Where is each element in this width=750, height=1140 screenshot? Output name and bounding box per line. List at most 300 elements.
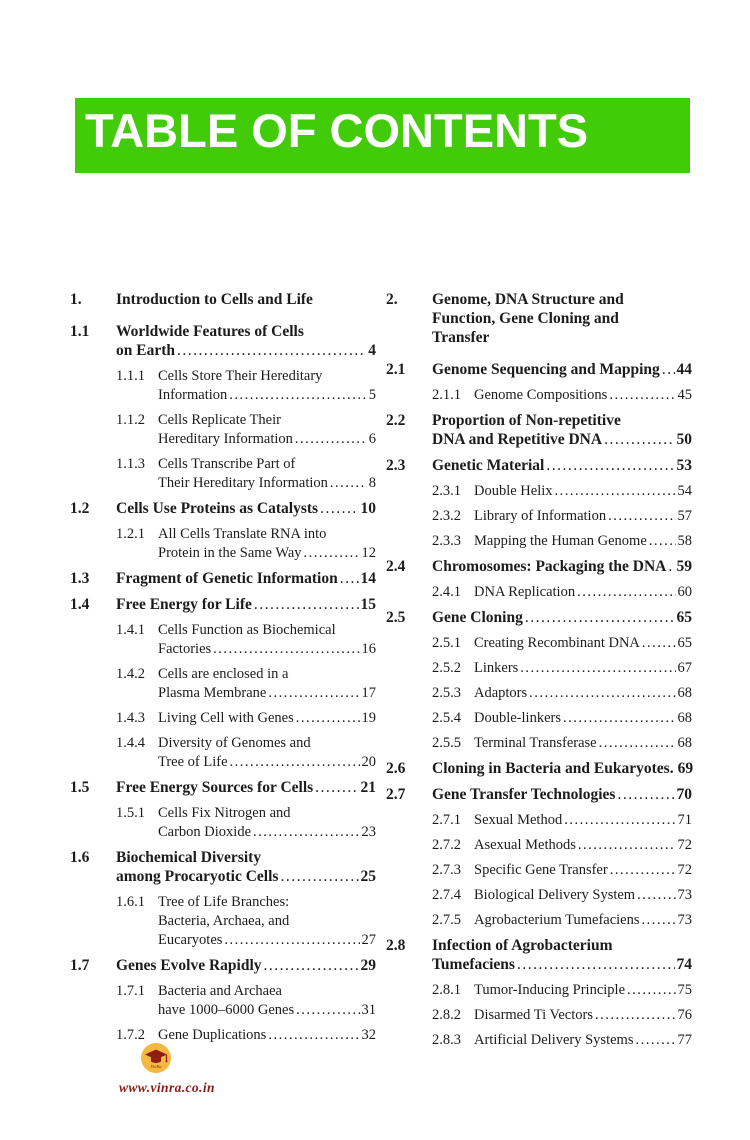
toc-entry-text: Introduction to Cells and Life [116, 291, 313, 308]
dot-leader [627, 981, 675, 1000]
toc-entry-page: 58 [677, 533, 692, 549]
toc-entry-title [474, 507, 692, 526]
toc-entry [386, 811, 692, 830]
toc-entry-text: Tumefaciens [432, 956, 515, 973]
toc-entry-text: Cells Fix Nitrogen and [158, 805, 291, 821]
toc-entry [70, 709, 376, 728]
toc-entry-text: Carbon Dioxide [158, 824, 252, 840]
toc-entry-title [432, 557, 692, 576]
toc-entry-title [158, 893, 376, 950]
toc-entry [70, 455, 376, 493]
toc-entry [386, 608, 692, 627]
toc-entry-page: 17 [361, 685, 376, 701]
toc-entry [386, 1031, 692, 1050]
dot-leader [635, 1031, 675, 1050]
toc-entry-page: 14 [360, 570, 376, 587]
toc-entry-number: 2.5.2 [432, 660, 461, 676]
toc-entry [70, 848, 376, 886]
toc-entry-text: Tree of Life [158, 754, 228, 770]
toc-entry-text: Transfer [432, 329, 490, 346]
toc-entry [70, 1026, 376, 1045]
toc-entry-title [474, 886, 692, 905]
toc-entry-page: 73 [677, 887, 692, 903]
toc-entry-text: Gene Cloning [432, 609, 523, 626]
toc-entry [70, 893, 376, 950]
dot-leader [529, 684, 675, 703]
toc-entry-title [432, 411, 692, 449]
toc-entry-text: Infection of Agrobacterium [432, 937, 613, 954]
toc-entry-page: 65 [677, 635, 692, 651]
dot-leader [315, 778, 358, 797]
toc-entry-title [474, 981, 692, 1000]
publisher-logo [140, 1042, 172, 1074]
toc-entry-page: 16 [361, 641, 376, 657]
toc-entry-text: Free Energy Sources for Cells [116, 779, 314, 796]
toc-entry-text: Mapping the Human Genome [474, 533, 647, 549]
toc-entry-page: 72 [677, 862, 692, 878]
toc-entry-title [474, 634, 692, 653]
toc-entry [70, 595, 376, 614]
toc-entry-page: 50 [676, 431, 692, 448]
toc-entry-text: Living Cell with Genes [158, 710, 294, 726]
toc-column-right [386, 290, 692, 1056]
toc-entry-text: have 1000–6000 Genes [158, 1002, 295, 1018]
toc-entry [70, 778, 376, 797]
toc-entry-page: 19 [361, 710, 376, 726]
toc-entry-title [158, 665, 376, 703]
toc-entry-number: 1.4.4 [116, 735, 145, 751]
toc-entry-page: 53 [676, 457, 692, 474]
dot-leader [642, 634, 676, 653]
toc-columns [70, 290, 692, 1056]
dot-leader [595, 1006, 676, 1025]
toc-entry [386, 557, 692, 576]
toc-entry-title [474, 659, 692, 678]
toc-entry-number: 2.2 [386, 412, 406, 429]
toc-entry-text: Their Hereditary Information [158, 475, 328, 491]
toc-entry [70, 290, 376, 309]
toc-entry-text: Tree of Life Branches: [158, 894, 290, 910]
toc-entry-text: Biochemical Diversity [116, 849, 262, 866]
toc-entry-number: 1.7 [70, 957, 90, 974]
toc-entry-page: 57 [677, 508, 692, 524]
toc-entry-number: 2.7.4 [432, 887, 461, 903]
toc-entry-page: 27 [361, 932, 376, 948]
toc-entry [386, 785, 692, 804]
toc-entry-number: 1.1.1 [116, 368, 145, 384]
toc-entry-number: 1.2 [70, 500, 90, 517]
toc-entry-text: Artificial Delivery Systems [474, 1032, 634, 1048]
dot-leader [525, 608, 675, 627]
page-title: TABLE OF CONTENTS [85, 104, 589, 157]
toc-entry-number: 2.5.5 [432, 735, 461, 751]
toc-entry-title [474, 482, 692, 501]
toc-entry [386, 684, 692, 703]
toc-entry-text: Plasma Membrane [158, 685, 267, 701]
toc-entry-text: Gene Transfer Technologies [432, 786, 616, 803]
toc-entry-text: Cells Transcribe Part of [158, 456, 296, 472]
toc-entry-title [158, 367, 376, 405]
dot-leader [213, 640, 359, 659]
toc-entry-title [474, 1006, 692, 1025]
toc-entry-page: 68 [677, 710, 692, 726]
dot-leader [604, 430, 674, 449]
toc-entry-number: 1.4.2 [116, 666, 145, 682]
dot-leader [295, 430, 367, 449]
toc-entry [386, 456, 692, 475]
toc-entry-text: Disarmed Ti Vectors [474, 1007, 593, 1023]
toc-entry-title [158, 982, 376, 1020]
toc-entry-title [158, 734, 376, 772]
toc-entry-number: 1.4.3 [116, 710, 145, 726]
toc-entry-page: 67 [677, 660, 692, 676]
toc-entry [386, 734, 692, 753]
toc-entry [386, 507, 692, 526]
toc-entry [386, 936, 692, 974]
toc-entry-title [474, 911, 692, 930]
dot-leader [268, 1026, 359, 1045]
toc-entry-page: 32 [361, 1027, 376, 1043]
toc-entry [70, 734, 376, 772]
toc-entry-text: Linkers [474, 660, 519, 676]
toc-entry-title [474, 836, 692, 855]
toc-entry-title [158, 709, 376, 728]
toc-entry-number: 1.4 [70, 596, 90, 613]
toc-entry-text: Tumor-Inducing Principle [474, 982, 626, 998]
dot-leader [608, 507, 675, 526]
publisher-url: www.vinra.co.in [119, 1080, 215, 1095]
toc-entry [70, 569, 376, 588]
toc-entry-title [116, 778, 376, 797]
dot-leader [229, 386, 366, 405]
toc-entry-number: 2.5 [386, 609, 406, 626]
toc-entry-page: 72 [677, 837, 692, 853]
toc-entry-text: Genetic Material [432, 457, 545, 474]
toc-entry-text: Cells Store Their Hereditary [158, 368, 323, 384]
toc-entry-number: 1.6.1 [116, 894, 145, 910]
toc-entry [386, 411, 692, 449]
toc-entry-text: Biological Delivery System [474, 887, 636, 903]
dot-leader [177, 341, 366, 360]
toc-entry-number: 1.7.2 [116, 1027, 145, 1043]
toc-entry-title [474, 734, 692, 753]
toc-entry-number: 2.1.1 [432, 387, 461, 403]
toc-entry-text: DNA and Repetitive DNA [432, 431, 603, 448]
toc-entry-page: 75 [677, 982, 692, 998]
toc-entry-number: 1. [70, 291, 82, 308]
toc-entry [386, 709, 692, 728]
toc-entry-title [158, 804, 376, 842]
dot-leader [340, 569, 359, 588]
toc-entry-number: 2.7.2 [432, 837, 461, 853]
dot-leader [563, 709, 676, 728]
toc-entry-text: Bacteria, Archaea, and [158, 913, 290, 929]
toc-entry-text: Cloning in Bacteria and Eukaryotes. [432, 760, 674, 777]
toc-entry-page: 59 [676, 558, 692, 575]
toc-entry-number: 2.8.3 [432, 1032, 461, 1048]
toc-entry [70, 621, 376, 659]
toc-entry-text: Cells Use Proteins as Catalysts [116, 500, 319, 517]
toc-entry-text: Terminal Transferase [474, 735, 597, 751]
logo-text: VinRa [150, 1064, 162, 1069]
toc-entry-page: 45 [677, 387, 692, 403]
toc-entry-page: 20 [361, 754, 376, 770]
toc-entry-text: Genome Compositions [474, 387, 608, 403]
toc-entry-text: Genes Evolve Rapidly [116, 957, 262, 974]
toc-entry-text: Cells Function as Biochemical [158, 622, 336, 638]
toc-entry-number: 1.4.1 [116, 622, 145, 638]
toc-entry-title [474, 709, 692, 728]
toc-entry-number: 2.5.1 [432, 635, 461, 651]
toc-entry [70, 367, 376, 405]
dot-leader [264, 956, 359, 975]
toc-entry-number: 2.7.3 [432, 862, 461, 878]
toc-entry-number: 1.1.3 [116, 456, 145, 472]
toc-entry-number: 2.3.3 [432, 533, 461, 549]
toc-entry-number: 2.5.4 [432, 710, 461, 726]
toc-entry-number: 1.5.1 [116, 805, 145, 821]
toc-entry-text: among Procaryotic Cells [116, 868, 279, 885]
toc-entry-title [432, 785, 692, 804]
toc-entry-page: 12 [361, 545, 376, 561]
dot-leader [320, 499, 358, 518]
toc-entry-text: Chromosomes: Packaging the DNA [432, 558, 667, 575]
toc-entry-page: 71 [677, 812, 692, 828]
toc-entry-page: 44 [676, 361, 692, 378]
toc-entry [386, 759, 692, 778]
toc-entry-text: Diversity of Genomes and [158, 735, 311, 751]
dot-leader [546, 456, 674, 475]
dot-leader [564, 811, 675, 830]
toc-entry [386, 290, 692, 347]
toc-entry-page: 21 [360, 779, 376, 796]
toc-entry-text: Proportion of Non-repetitive [432, 412, 621, 429]
toc-entry-text: Adaptors [474, 685, 528, 701]
toc-entry-page: 10 [360, 500, 376, 517]
toc-entry-title [432, 759, 692, 778]
toc-entry-title [474, 811, 692, 830]
dot-leader [617, 785, 674, 804]
toc-entry-text: Creating Recombinant DNA [474, 635, 640, 651]
dot-leader [577, 583, 675, 602]
toc-entry-number: 1.5 [70, 779, 90, 796]
toc-entry [70, 499, 376, 518]
toc-entry-page: 69 [677, 760, 694, 777]
dot-leader [610, 861, 676, 880]
toc-entry-page: 68 [677, 685, 692, 701]
toc-entry-page: 4 [368, 342, 376, 359]
dot-leader [230, 753, 360, 772]
toc-entry [386, 360, 692, 379]
toc-entry-page: 73 [677, 912, 692, 928]
toc-entry-title [158, 455, 376, 493]
toc-entry [386, 1006, 692, 1025]
dot-leader [578, 836, 676, 855]
toc-entry-title [474, 1031, 692, 1050]
toc-entry-title [432, 456, 692, 475]
dot-leader [555, 482, 676, 501]
toc-entry-text: Eucaryotes [158, 932, 223, 948]
toc-entry-text: DNA Replication [474, 584, 576, 600]
toc-entry-text: Factories [158, 641, 212, 657]
toc-entry-page: 8 [368, 475, 376, 491]
toc-entry-title [432, 290, 692, 347]
toc-entry [386, 836, 692, 855]
toc-entry-number: 1.6 [70, 849, 90, 866]
toc-entry-title [432, 608, 692, 627]
toc-entry-number: 1.1.2 [116, 412, 145, 428]
toc-entry-title [474, 861, 692, 880]
dot-leader [296, 709, 360, 728]
dot-leader [668, 557, 674, 576]
toc-entry [70, 956, 376, 975]
toc-entry-number: 2.4.1 [432, 584, 461, 600]
dot-leader [649, 532, 676, 551]
toc-entry-title [474, 532, 692, 551]
toc-entry-number: 2.3 [386, 457, 406, 474]
toc-entry-title [158, 621, 376, 659]
toc-entry [386, 532, 692, 551]
toc-entry-title [116, 595, 376, 614]
dot-leader [517, 955, 675, 974]
dot-leader [330, 474, 367, 493]
toc-entry-number: 1.1 [70, 323, 90, 340]
toc-entry [386, 886, 692, 905]
toc-entry [386, 386, 692, 405]
toc-entry-title [474, 583, 692, 602]
toc-entry-text: Protein in the Same Way [158, 545, 302, 561]
toc-entry-title [158, 525, 376, 563]
toc-entry-text: Hereditary Information [158, 431, 293, 447]
dot-leader [268, 684, 359, 703]
toc-entry-title [116, 499, 376, 518]
toc-entry-text: All Cells Translate RNA into [158, 526, 327, 542]
toc-entry-page: 76 [677, 1007, 692, 1023]
toc-entry-title [432, 360, 692, 379]
toc-entry-page: 5 [368, 387, 376, 403]
dot-leader [642, 911, 676, 930]
toc-entry-text: Fragment of Genetic Information [116, 570, 338, 587]
toc-entry [386, 482, 692, 501]
toc-entry-number: 2.7.5 [432, 912, 461, 928]
dot-leader [296, 1001, 359, 1020]
toc-entry-text: Cells Replicate Their [158, 412, 281, 428]
toc-entry-number: 2.7 [386, 786, 406, 803]
toc-entry-page: 15 [360, 596, 376, 613]
toc-entry-page: 77 [677, 1032, 692, 1048]
toc-entry-page: 70 [676, 786, 692, 803]
dot-leader [304, 544, 360, 563]
dot-leader [662, 360, 675, 379]
toc-entry-text: Specific Gene Transfer [474, 862, 608, 878]
toc-entry [70, 665, 376, 703]
toc-entry [386, 659, 692, 678]
toc-entry-page: 23 [361, 824, 376, 840]
toc-entry [70, 982, 376, 1020]
toc-entry [386, 911, 692, 930]
toc-entry-page: 54 [677, 483, 692, 499]
dot-leader [280, 867, 358, 886]
toc-entry-text: Free Energy for Life [116, 596, 252, 613]
toc-entry-text: Agrobacterium Tumefaciens [474, 912, 640, 928]
toc-entry-title [158, 411, 376, 449]
toc-entry-page: 65 [676, 609, 692, 626]
toc-entry-number: 2. [386, 291, 398, 308]
toc-entry-page: 29 [360, 957, 376, 974]
toc-entry-title [116, 322, 376, 360]
toc-entry-text: Information [158, 387, 228, 403]
toc-entry-number: 2.5.3 [432, 685, 461, 701]
toc-entry [386, 583, 692, 602]
dot-leader [253, 823, 359, 842]
toc-entry-number: 2.8.2 [432, 1007, 461, 1023]
toc-entry-text: Double Helix [474, 483, 553, 499]
toc-entry-number: 2.6 [386, 760, 406, 777]
toc-entry-page: 31 [361, 1002, 376, 1018]
toc-entry-number: 2.7.1 [432, 812, 461, 828]
toc-entry [386, 861, 692, 880]
toc-entry-text: Sexual Method [474, 812, 563, 828]
toc-entry-text: Function, Gene Cloning and [432, 310, 619, 327]
toc-entry-text: Genome Sequencing and Mapping [432, 361, 660, 378]
dot-leader [520, 659, 675, 678]
toc-entry-number: 2.8.1 [432, 982, 461, 998]
dot-leader [224, 931, 359, 950]
toc-entry-text: Gene Duplications [158, 1027, 267, 1043]
toc-entry-title [116, 956, 376, 975]
toc-entry [386, 981, 692, 1000]
toc-entry-title [474, 386, 692, 405]
toc-entry [386, 634, 692, 653]
toc-entry-text: Worldwide Features of Cells [116, 323, 304, 340]
toc-column-left [70, 290, 376, 1056]
toc-entry-page: 74 [676, 956, 692, 973]
toc-entry-number: 1.2.1 [116, 526, 145, 542]
toc-entry-number: 1.7.1 [116, 983, 145, 999]
toc-entry-text: Genome, DNA Structure and [432, 291, 624, 308]
page-header [75, 98, 690, 173]
toc-entry-text: Asexual Methods [474, 837, 576, 853]
toc-entry [70, 322, 376, 360]
dot-leader [637, 886, 675, 905]
toc-entry-page: 25 [360, 868, 376, 885]
toc-entry-title [116, 290, 376, 309]
toc-entry-number: 2.4 [386, 558, 406, 575]
toc-entry-page: 68 [677, 735, 692, 751]
toc-entry-text: Bacteria and Archaea [158, 983, 282, 999]
toc-entry-text: Double-linkers [474, 710, 561, 726]
toc-entry-number: 2.1 [386, 361, 406, 378]
dot-leader [599, 734, 676, 753]
toc-entry-title [158, 1026, 376, 1045]
toc-entry-title [474, 684, 692, 703]
toc-entry-title [116, 848, 376, 886]
toc-entry-number: 2.8 [386, 937, 406, 954]
toc-entry-text: on Earth [116, 342, 175, 359]
toc-entry-page: 6 [368, 431, 376, 447]
toc-entry-title [116, 569, 376, 588]
toc-entry [70, 804, 376, 842]
toc-entry-number: 2.3.1 [432, 483, 461, 499]
toc-entry [70, 411, 376, 449]
toc-entry-page: 60 [677, 584, 692, 600]
toc-entry-text: Library of Information [474, 508, 607, 524]
dot-leader [254, 595, 359, 614]
toc-entry [70, 525, 376, 563]
toc-entry-text: Cells are enclosed in a [158, 666, 289, 682]
toc-entry-title [432, 936, 692, 974]
toc-entry-number: 2.3.2 [432, 508, 461, 524]
